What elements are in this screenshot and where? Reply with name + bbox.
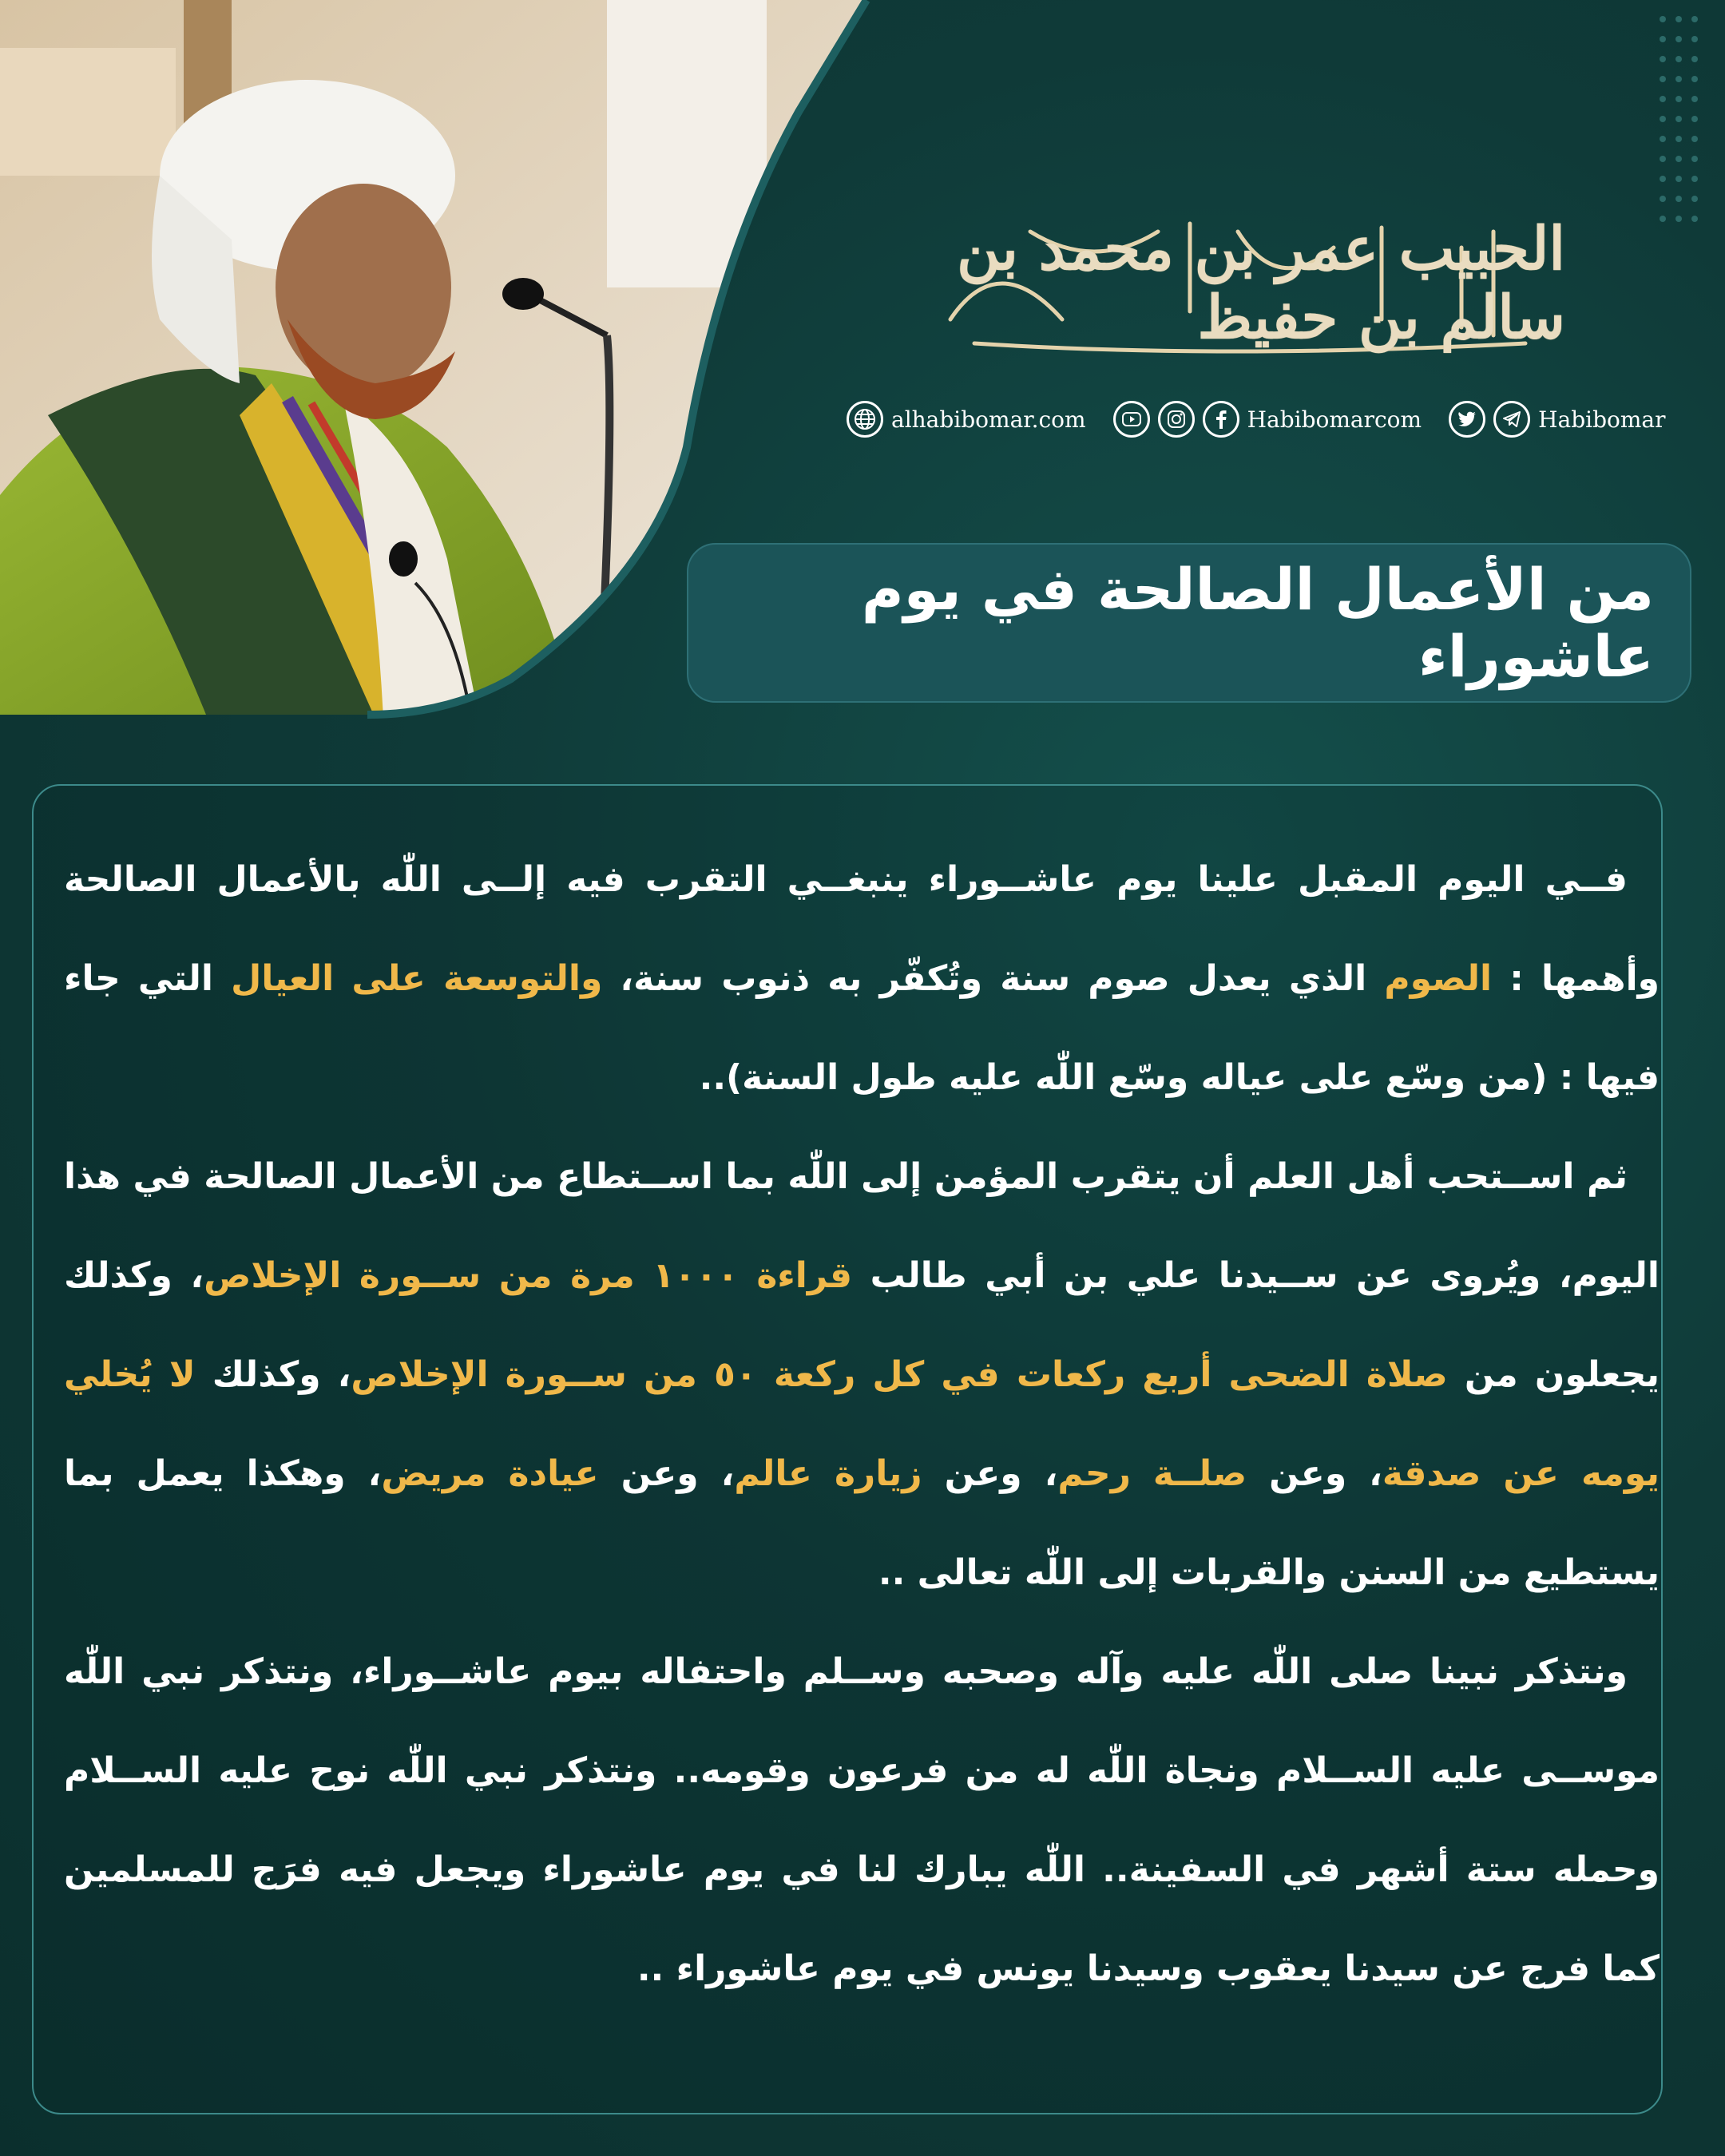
- p2-text-6: ، وعن: [598, 1453, 735, 1494]
- p1-text-1: فــي اليوم المقبل علينا يوم عاشــوراء ينبغــي التقرب فيه إلــى اللّٰه بالأعمال الصالحة وأهمها :: [64, 859, 1660, 999]
- calligraphy-logo: [902, 200, 1565, 367]
- p2-highlight-2: صلاة الضحى أربع ركعات في كل ركعة ٥٠ من ســورة الإخلاص: [351, 1354, 1448, 1395]
- p1-text-3: التي جاء فيها : (من وسّع على عياله وسّع اللّٰه عليه طول السنة)..: [64, 958, 1660, 1098]
- body-text: [64, 830, 1660, 2019]
- page-title: من الأعمال الصالحة في يوم عاشوراء: [861, 556, 1654, 690]
- youtube-icon[interactable]: [1113, 401, 1150, 438]
- p2-text-4: ، وعن: [1247, 1453, 1382, 1494]
- p2-highlight-6: عيادة مريض: [381, 1453, 599, 1494]
- dots-decoration: [1655, 11, 1711, 235]
- title-banner: [687, 543, 1691, 703]
- facebook-icon[interactable]: [1203, 401, 1239, 438]
- social-handle-1[interactable]: Habibomarcom: [1247, 406, 1422, 433]
- paragraph-1: [64, 830, 1660, 1128]
- instagram-icon[interactable]: [1158, 401, 1195, 438]
- p1-text-2: الذي يعدل صوم سنة وتُكفّر به ذنوب سنة،: [602, 958, 1385, 999]
- p2-text-1: ثم اســتحب أهل العلم أن يتقرب المؤمن إلى اللّٰه بما اســتطاع من الأعمال الصالحة في هذا اليوم، ويُروى عن ســيدنا علي بن أبي طالب: [64, 1156, 1660, 1296]
- p2-text-7: ، وهكذا يعمل بما يستطيع من السنن والقربات إلى اللّٰه تعالى ..: [64, 1453, 1660, 1593]
- p1-highlight-1: الصوم: [1384, 958, 1493, 999]
- paragraph-2: [64, 1128, 1660, 1623]
- social-links: [847, 393, 1666, 446]
- p2-highlight-4: صلــة رحم: [1057, 1453, 1247, 1494]
- twitter-icon[interactable]: [1449, 401, 1485, 438]
- p2-text-3: ، وكذلك: [195, 1354, 351, 1395]
- p2-highlight-3: لا يُخلي يومه عن صدقة: [64, 1354, 1660, 1494]
- p2-highlight-1: قراءة ١٠٠٠ مرة من ســورة الإخلاص: [204, 1255, 853, 1296]
- social-handle-2[interactable]: Habibomar: [1538, 406, 1666, 433]
- p1-highlight-2: والتوسعة على العيال: [231, 958, 603, 999]
- p3-text: ونتذكر نبينا صلى اللّٰه عليه وآله وصحبه وســلم واحتفاله بيوم عاشــوراء، ونتذكر نبي اللّٰه موســى عليه الســلام ونجاة اللّٰه له من فرعون وقومه.. ونتذكر نبي اللّٰه نوح عليه الســلام وحمله ستة أشهر في السفينة.. اللّٰه يبارك لنا في يوم عاشوراء ويجعل فيه فرَج للمسلمين كما فرج عن سيدنا يعقوب وسيدنا يونس في يوم عاشوراء ..: [64, 1651, 1660, 1989]
- paragraph-3: [64, 1623, 1660, 2019]
- calligraphy-name: الحبيب عمر بن محمد بن سالم بن حفيظ: [957, 215, 1565, 352]
- website-link[interactable]: alhabibomar.com: [891, 406, 1086, 433]
- p2-text-2: ، وكذلك يجعلون من: [64, 1255, 1660, 1395]
- p2-text-5: ، وعن: [922, 1453, 1058, 1494]
- globe-icon[interactable]: [847, 401, 883, 438]
- telegram-icon[interactable]: [1493, 401, 1530, 438]
- p2-highlight-5: زيارة عالم: [734, 1453, 922, 1494]
